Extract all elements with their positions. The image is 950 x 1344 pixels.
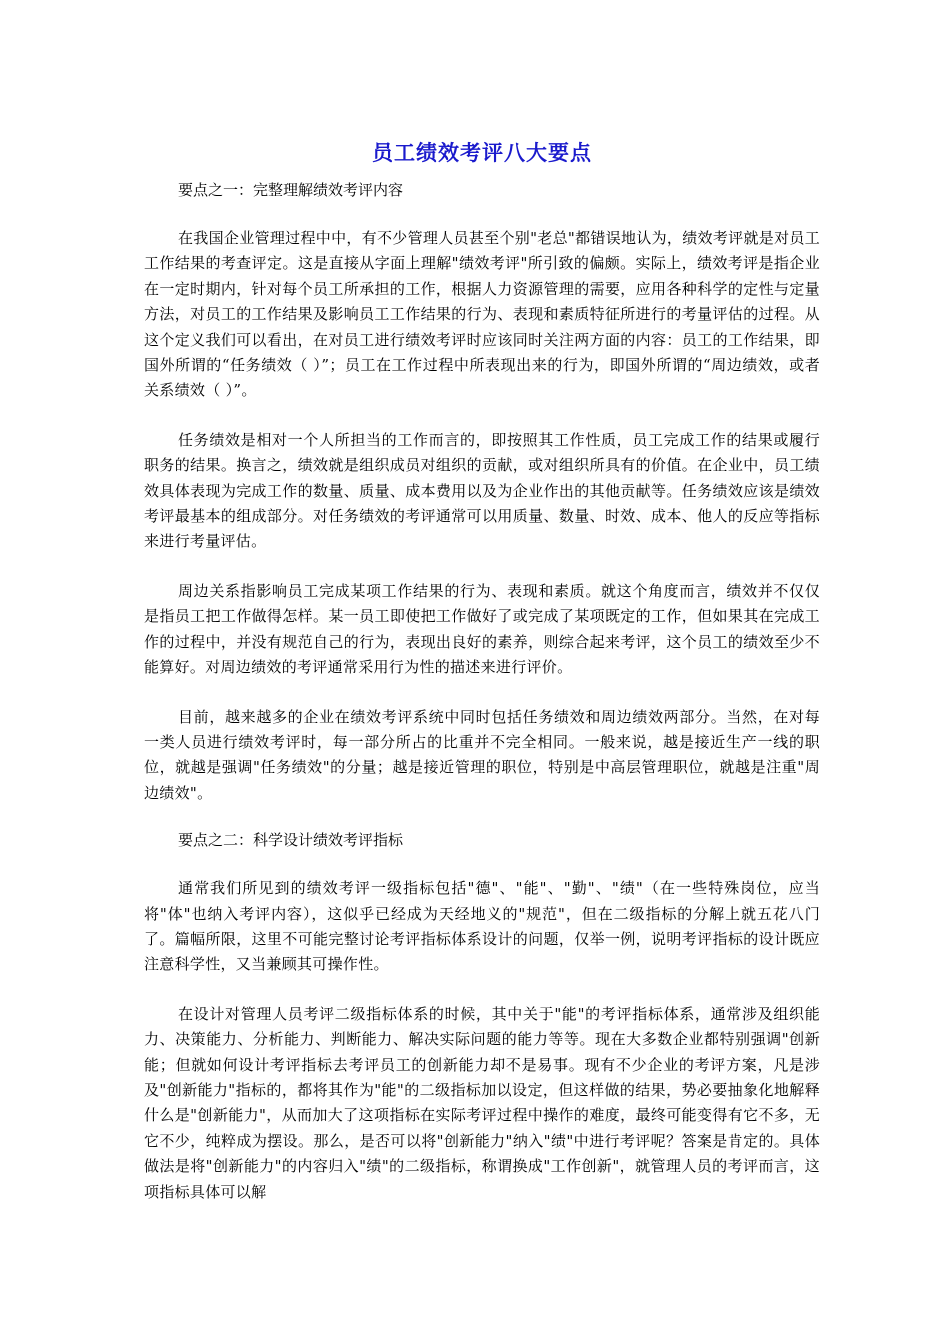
section-1-paragraph-1: 在我国企业管理过程中中，有不少管理人员甚至个别"老总"都错误地认为，绩效考评就是对员工工作结果的考查评定。这是直接从字面上理解"绩效考评"所引致的偏颇。实际上，绩效考评是指企业在一定时期内，针对每个员工所承担的工作，根据人力资源管理的需要，应用各种科学的定性与定量方法，对员工的工作结果及影响员工工作结果的行为、表现和素质特征所进行的考量评估的过程。从这个定义我们可以看出，在对员工进行绩效考评时应该同时关注两方面的内容：员工的工作结果，即国外所谓的“任务绩效（ ）”；员工在工作过程中所表现出来的行为，即国外所谓的“周边绩效，或者关系绩效（ ）”。 [144, 229, 820, 400]
document-title: 员工绩效考评八大要点 [372, 140, 592, 165]
section-2-heading: 要点之二：科学设计绩效考评指标 [178, 831, 404, 850]
section-2 [144, 828, 820, 1205]
section-2-paragraph-2: 在设计对管理人员考评二级指标体系的时候，其中关于"能"的考评指标体系，通常涉及组织能力、决策能力、分析能力、判断能力、解决实际问题的能力等等。现在大多数企业都特别强调"创新能；但就如何设计考评指标去考评员工的创新能力却不是易事。现有不少企业的考评方案，凡是涉及"创新能力"指标的，都将其作为"能"的二级指标加以设定，但这样做的结果，势必要抽象化地解释什么是"创新能力"，从而加大了这项指标在实际考评过程中操作的难度，最终可能变得有它不多，无它不少，纯粹成为摆设。那么，是否可以将"创新能力"纳入"绩"中进行考评呢？答案是肯定的。具体做法是将"创新能力"的内容归入"绩"的二级指标，称谓换成"工作创新"，就管理人员的考评而言，这项指标具体可以解 [144, 1004, 820, 1201]
document-page [144, 0, 820, 1205]
section-2-paragraph-1: 通常我们所见到的绩效考评一级指标包括"德"、"能"、"勤"、"绩"（在一些特殊岗位，应当将"体"也纳入考评内容），这似乎已经成为天经地义的"规范"，但在二级指标的分解上就五花八门了。篇幅所限，这里不可能完整讨论考评指标体系设计的问题，仅举一例，说明考评指标的设计既应注意科学性，又当兼顾其可操作性。 [144, 879, 820, 974]
section-1-heading: 要点之一：完整理解绩效考评内容 [178, 181, 404, 199]
section-1-paragraph-2: 任务绩效是相对一个人所担当的工作而言的，即按照其工作性质，员工完成工作的结果或履行职务的结果。换言之，绩效就是组织成员对组织的贡献，或对组织所具有的价值。在企业中，员工绩效具体表现为完成工作的数量、质量、成本费用以及为企业作出的其他贡献等。任务绩效应该是绩效考评最基本的组成部分。对任务绩效的考评通常可以用质量、数量、时效、成本、他人的反应等指标来进行考量评估。 [144, 430, 820, 551]
section-1 [144, 178, 820, 806]
section-1-paragraph-3: 周边关系指影响员工完成某项工作结果的行为、表现和素质。就这个角度而言，绩效并不仅仅是指员工把工作做得怎样。某一员工即使把工作做好了或完成了某项既定的工作，但如果其在完成工作的过程中，并没有规范自己的行为，表现出良好的素养，则综合起来考评，这个员工的绩效至少不能算好。对周边绩效的考评通常采用行为性的描述来进行评价。 [144, 581, 820, 677]
section-1-paragraph-4: 目前，越来越多的企业在绩效考评系统中同时包括任务绩效和周边绩效两部分。当然，在对每一类人员进行绩效考评时，每一部分所占的比重并不完全相同。一般来说，越是接近生产一线的职位，就越是强调"任务绩效"的分量；越是接近管理的职位，特别是中高层管理职位，就越是注重"周边绩效"。 [144, 707, 820, 802]
